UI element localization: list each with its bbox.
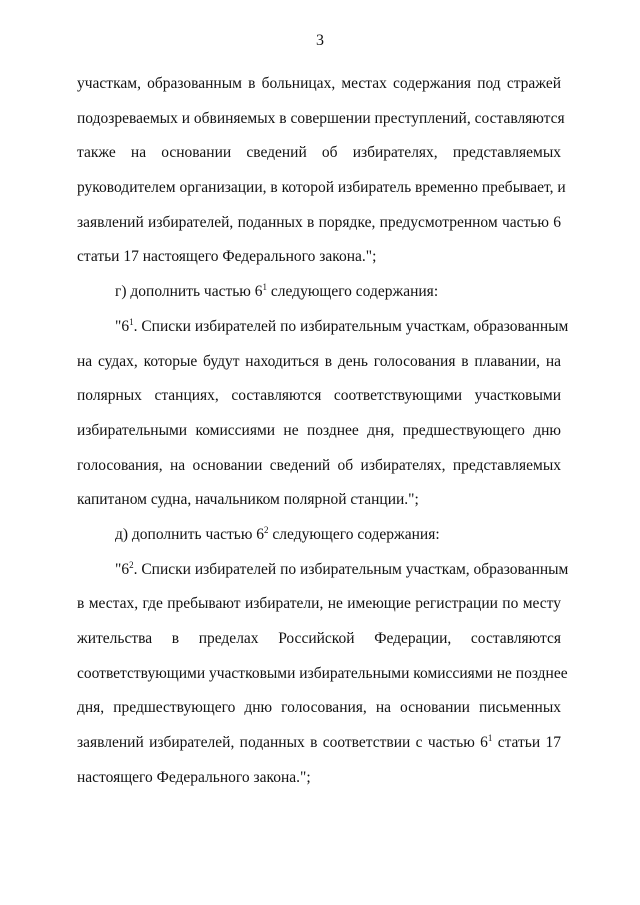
text-segment: следующего содержания: [267,283,439,301]
text-line: избирательными комиссиями не позднее дня, предшествующего дню [77,421,561,439]
quoted-part-6-1 [77,310,569,518]
text-line: капитаном судна, начальником полярной станции."; [77,491,419,509]
text-line: руководителем организации, в которой избиратель временно пребывает, и [77,179,566,197]
text-segment: "6 [115,560,130,578]
text-line [77,275,561,310]
text-line [77,553,569,588]
text-line: участкам, образованным в больницах, местах содержания под стражей [77,75,561,92]
paragraph-continuation [77,67,566,275]
text-line: на судах, которые будут находиться в день голосования в плавании, на [77,352,561,370]
text-segment: . Списки избирателей по избирательным участкам, образованным [133,560,569,578]
text-line: настоящего Федерального закона."; [77,768,311,786]
text-line: дня, предшествующего дню голосования, на основании письменных [77,699,561,717]
text-line: заявлений избирателей, поданных в порядке, предусмотренном частью 6 [77,213,561,231]
text-line: голосования, на основании сведений об избирателях, представляемых [77,456,561,474]
text-segment: статьи 17 [492,734,561,752]
amendment-item-g [77,275,561,310]
text-line: в местах, где пребывают избиратели, не имеющие регистрации по месту [77,595,561,613]
superscript: 1 [262,282,268,293]
text-segment: г) дополнить частью 6 [115,283,263,301]
text-segment: д) дополнить частью 6 [115,525,265,543]
quoted-part-6-2 [77,553,569,796]
superscript: 1 [129,316,134,327]
superscript: 2 [264,524,269,535]
text-line: также на основании сведений об избирателях, представляемых [77,144,561,162]
text-segment: "6 [115,317,130,335]
page-number: 3 [316,32,324,49]
text-line: жительства в пределах Российской Федерации, составляются [77,630,561,647]
text-line: подозреваемых и обвиняемых в совершении преступлений, составляются [77,109,565,127]
text-segment: следующего содержания: [268,525,440,543]
document-body [77,67,569,795]
text-segment: заявлений избирателей, поданных в соответствии с частью 6 [77,734,488,752]
text-line [77,518,561,553]
superscript: 2 [129,559,134,570]
text-line: статьи 17 настоящего Федерального закона."; [77,248,377,266]
text-line: соответствующими участковыми избирательными комиссиями не позднее [77,664,568,682]
text-segment: . Списки избирателей по избирательным участкам, образованным [133,317,569,335]
text-line [77,726,561,761]
amendment-item-d [77,518,561,553]
text-line: полярных станциях, составляются соответствующими участковыми [77,387,561,405]
superscript: 1 [487,733,493,744]
text-line [77,310,569,345]
